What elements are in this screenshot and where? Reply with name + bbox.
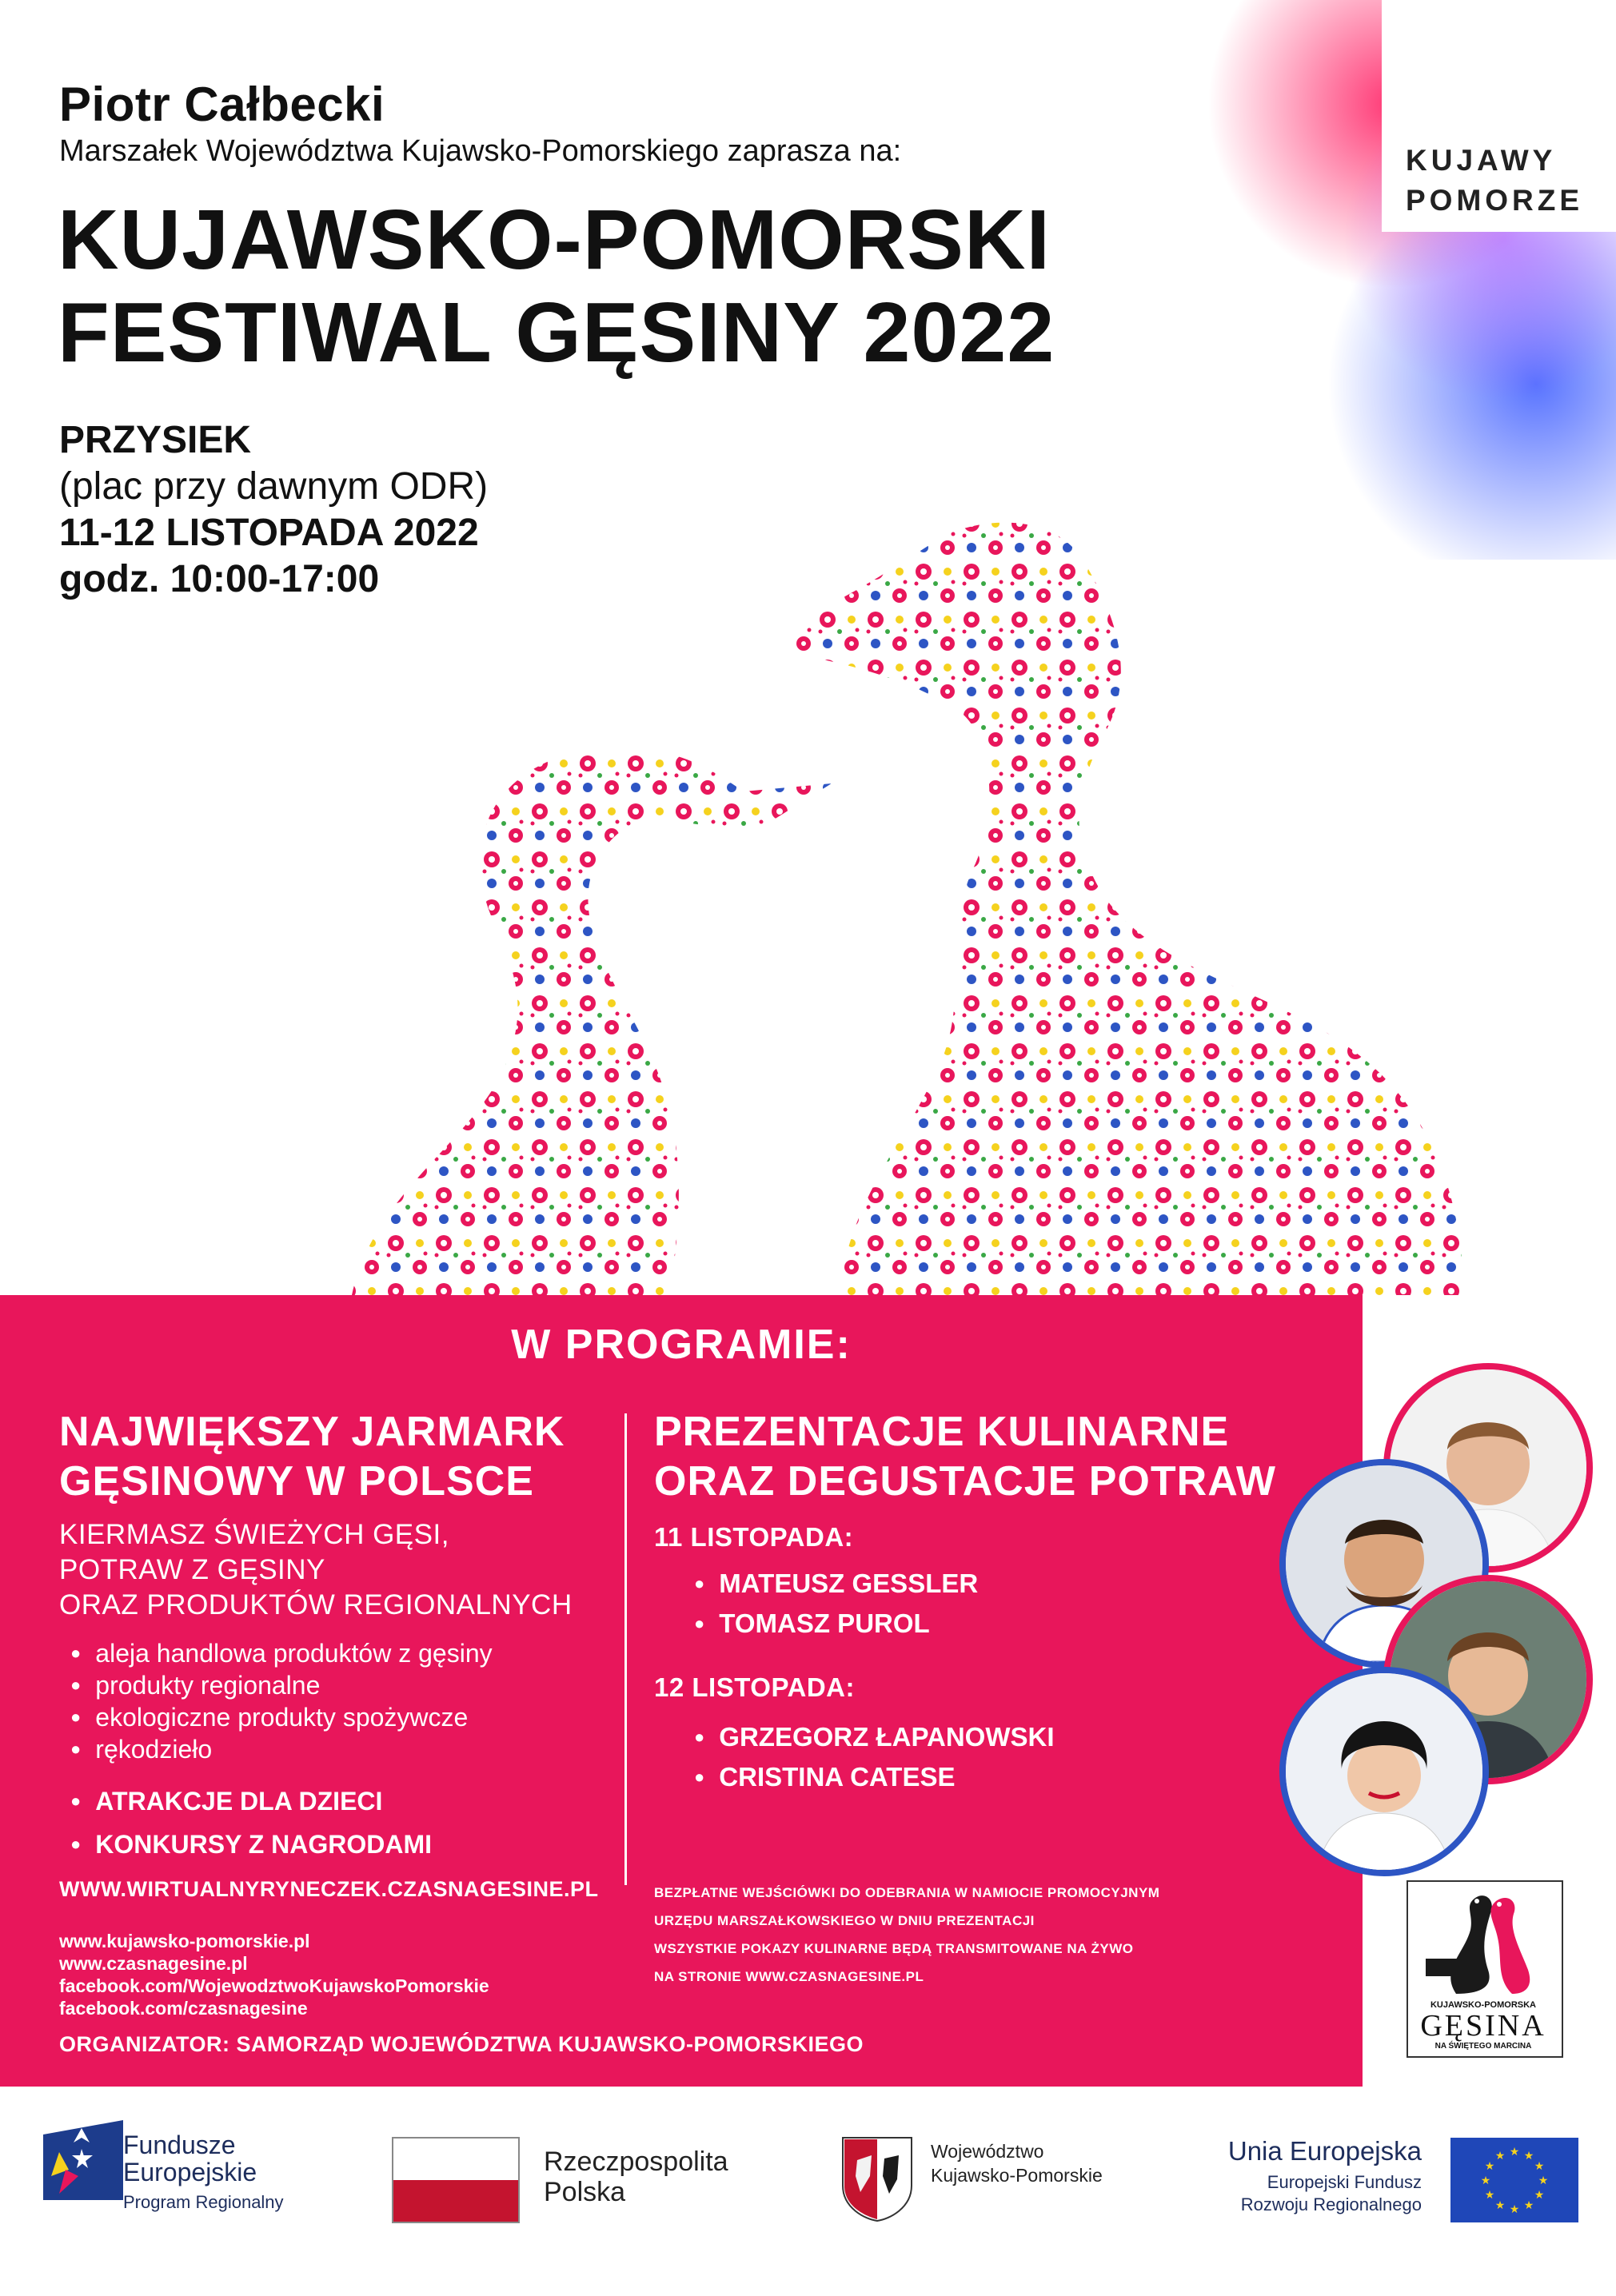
- svg-text:★: ★: [1480, 2174, 1491, 2187]
- rzeczpospolita-polska-text: [544, 2147, 728, 2207]
- ue-sub-line-1: Europejski Fundusz: [1267, 2172, 1422, 2192]
- svg-text:★: ★: [1484, 2160, 1495, 2173]
- day-1-guests: [694, 1564, 978, 1644]
- cooking-heading-line-1: PREZENTACJE KULINARNE: [654, 1409, 1230, 1455]
- goose-pair-icon: [1408, 1882, 1562, 2002]
- poland-flag-icon: [392, 2137, 520, 2223]
- host-name: Piotr Całbecki: [59, 78, 385, 131]
- list-item: ● aleja handlowa produktów z gęsiny: [70, 1637, 493, 1669]
- fair-heading: [59, 1407, 565, 1506]
- fe-line-2: Europejskie: [123, 2158, 257, 2186]
- list-item: ● ekologiczne produkty spożywcze: [70, 1701, 493, 1733]
- program-heading: W PROGRAMIE:: [511, 1321, 852, 1368]
- note-line: WSZYSTKIE POKAZY KULINARNE BĘDĄ TRANSMITOWANE NA ŻYWO: [654, 1941, 1134, 1956]
- event-place-detail: (plac przy dawnym ODR): [59, 465, 489, 508]
- list-item: ● MATEUSZ GESSLER: [694, 1564, 978, 1604]
- organizer-line: ORGANIZATOR: SAMORZĄD WOJEWÓDZTWA KUJAWSKO-POMORSKIEGO: [59, 2032, 864, 2056]
- coat-of-arms-icon: [841, 2136, 913, 2222]
- event-dates: 11-12 LISTOPADA 2022: [59, 512, 479, 554]
- fundusze-europejskie-icon: [43, 2120, 123, 2200]
- list-item: ● KONKURSY Z NAGRODAMI: [70, 1823, 432, 1866]
- svg-text:★: ★: [1494, 2199, 1506, 2212]
- title-line-1: KUJAWSKO-POMORSKI: [58, 193, 1051, 287]
- gesina-logo-line-1: KUJAWSKO-POMORSKA: [1430, 2000, 1536, 2010]
- day-1-label: 11 LISTOPADA:: [654, 1522, 854, 1552]
- svg-text:★: ★: [1523, 2150, 1534, 2162]
- svg-text:★: ★: [1509, 2203, 1520, 2216]
- fair-heading-line-1: NAJWIĘKSZY JARMARK: [59, 1409, 565, 1455]
- pl-line-2: Polska: [544, 2177, 626, 2207]
- list-item: ● GRZEGORZ ŁAPANOWSKI: [694, 1717, 1055, 1757]
- column-divider: [624, 1413, 627, 1885]
- note-line: BEZPŁATNE WEJŚCIÓWKI DO ODEBRANIA W NAMIOCIE PROMOCYJNYM: [654, 1885, 1160, 1900]
- wk-line-1: Województwo: [931, 2141, 1044, 2162]
- svg-text:★: ★: [1534, 2160, 1545, 2173]
- list-item: ● CRISTINA CATESE: [694, 1757, 1055, 1797]
- link-facebook-wojewodztwo[interactable]: facebook.com/WojewodztwoKujawskoPomorskie: [59, 1975, 489, 1996]
- attractions-list: [70, 1780, 432, 1866]
- left-goose-shape: [352, 747, 832, 1295]
- day-2-guests: [694, 1717, 1055, 1797]
- ue-fund-name: [1206, 2171, 1422, 2216]
- link-kujawsko-pomorskie[interactable]: www.kujawsko-pomorskie.pl: [59, 1931, 310, 1951]
- ue-title: Unia Europejska: [1227, 2136, 1422, 2166]
- fair-sub-line-1: KIERMASZ ŚWIEŻYCH GĘSI,: [59, 1519, 449, 1550]
- wk-line-2: Kujawsko-Pomorskie: [931, 2165, 1103, 2186]
- web-links: [59, 1930, 489, 2019]
- fair-subheading: [59, 1517, 573, 1623]
- svg-text:★: ★: [1538, 2174, 1549, 2187]
- ticket-notes: [654, 1879, 1159, 1991]
- svg-text:★: ★: [1509, 2146, 1520, 2158]
- brand-line-2: POMORZE: [1406, 184, 1584, 217]
- fe-line-1: Fundusze: [123, 2131, 236, 2159]
- ue-sub-line-2: Rozwoju Regionalnego: [1240, 2194, 1422, 2214]
- fundusze-europejskie-text: [123, 2131, 257, 2186]
- festival-title: [58, 193, 1055, 379]
- cooking-heading-line-2: ORAZ DEGUSTACJE POTRAW: [654, 1458, 1276, 1505]
- eu-flag-icon: [1450, 2138, 1578, 2222]
- list-item: ● rękodzieło: [70, 1733, 493, 1765]
- svg-text:★: ★: [1484, 2189, 1495, 2202]
- note-line: NA STRONIE WWW.CZASNAGESINE.PL: [654, 1969, 924, 1984]
- host-invitation: Marszałek Województwa Kujawsko-Pomorskiego zaprasza na:: [59, 134, 902, 168]
- svg-text:★: ★: [1534, 2189, 1545, 2202]
- list-item: ● ATRAKCJE DLA DZIECI: [70, 1780, 432, 1823]
- kujawy-pomorze-logo: [1406, 141, 1583, 221]
- chef-portrait-icon: [1286, 1673, 1482, 1870]
- fair-sub-line-3: ORAZ PRODUKTÓW REGIONALNYCH: [59, 1589, 573, 1620]
- event-place: PRZYSIEK: [59, 419, 252, 461]
- brand-line-1: KUJAWY: [1406, 144, 1557, 177]
- day-2-label: 12 LISTOPADA:: [654, 1672, 855, 1702]
- folk-geese-illustration: [0, 416, 1616, 1423]
- cooking-heading: [654, 1407, 1276, 1506]
- unia-europejska-text: [1206, 2136, 1422, 2216]
- gesina-logo-line-3: NA ŚWIĘTEGO MARCINA: [1434, 2042, 1532, 2051]
- title-line-2: FESTIWAL GĘSINY 2022: [58, 285, 1055, 380]
- fair-bullet-list: [70, 1637, 493, 1765]
- pl-line-1: Rzeczpospolita: [544, 2147, 728, 2177]
- list-item: ● TOMASZ PUROL: [694, 1604, 978, 1644]
- link-facebook-czasnagesine[interactable]: facebook.com/czasnagesine: [59, 1998, 308, 2019]
- svg-text:★: ★: [1494, 2150, 1506, 2162]
- right-goose-shape: [784, 523, 1463, 1295]
- link-czasnagesine[interactable]: www.czasnagesine.pl: [59, 1953, 248, 1974]
- program-regionalny-text: Program Regionalny: [123, 2192, 284, 2212]
- event-hours: godz. 10:00-17:00: [59, 558, 380, 600]
- note-line: URZĘDU MARSZAŁKOWSKIEGO W DNIU PREZENTACJI: [654, 1913, 1035, 1928]
- list-item: ● produkty regionalne: [70, 1669, 493, 1701]
- fair-sub-line-2: POTRAW Z GĘSINY: [59, 1554, 325, 1585]
- gesina-logo-line-2: GĘSINA: [1420, 2009, 1546, 2043]
- chef-photo: [1279, 1667, 1489, 1876]
- virtual-market-link[interactable]: WWW.WIRTUALNYRYNECZEK.CZASNAGESINE.PL: [59, 1877, 599, 1901]
- wojewodztwo-text: [931, 2139, 1103, 2187]
- fair-heading-line-2: GĘSINOWY W POLSCE: [59, 1458, 534, 1505]
- svg-text:★: ★: [1523, 2199, 1534, 2212]
